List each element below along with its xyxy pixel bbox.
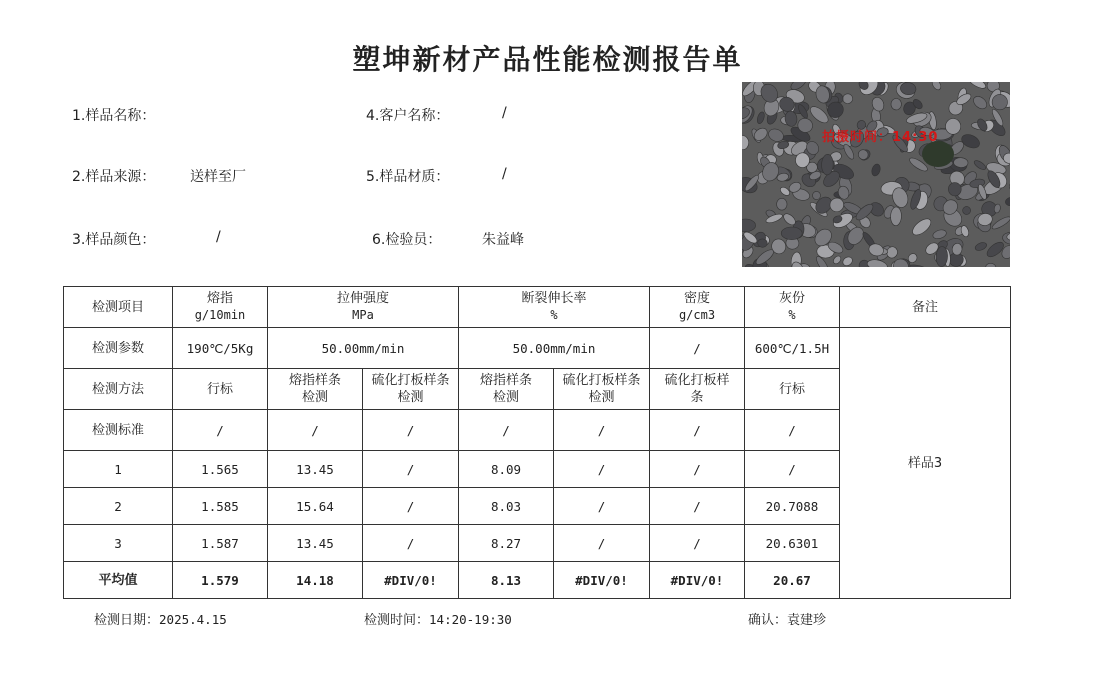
row-3-tensile-1: 13.45: [268, 525, 363, 562]
header-item: 检测项目: [64, 287, 173, 328]
header-remark: 备注: [840, 287, 1011, 328]
pellet-shape: [945, 118, 961, 134]
method-tensile-2-line1: 硫化打板样条: [371, 373, 450, 388]
row-1-elongation-1: 8.09: [459, 451, 554, 488]
avg-label: 平均值: [64, 562, 173, 599]
params-melt: 190℃/5Kg: [173, 328, 268, 369]
row-2-density: /: [650, 488, 745, 525]
test-date: [94, 609, 227, 628]
method-elongation-2-line1: 硫化打板样条: [562, 373, 641, 388]
row-2-elongation-1: 8.03: [459, 488, 554, 525]
method-tensile-2: [363, 369, 459, 410]
pellet-shape: [891, 98, 902, 110]
row-2-ash: 20.7088: [745, 488, 840, 525]
header-density: [650, 287, 745, 328]
standard-c2: /: [268, 410, 363, 451]
sample-name-label: 1.样品名称：: [72, 108, 156, 124]
method-ash: 行标: [745, 369, 840, 410]
header-density-name: 密度: [683, 291, 710, 306]
header-melt-name: 熔指: [206, 291, 233, 306]
method-elongation-1: [459, 369, 554, 410]
test-time-label: 检测时间：: [364, 613, 430, 628]
row-3-density: /: [650, 525, 745, 562]
params-elongation: 50.00mm/min: [459, 328, 650, 369]
header-melt: [173, 287, 268, 328]
avg-melt: 1.579: [173, 562, 268, 599]
header-elongation: [459, 287, 650, 328]
method-tensile-1-line1: 熔指样条: [288, 373, 341, 388]
row-2-melt: 1.585: [173, 488, 268, 525]
row-1-ash: /: [745, 451, 840, 488]
sample-material-field: [366, 166, 507, 186]
pellet-shape: [992, 94, 1007, 109]
header-melt-unit: g/10min: [194, 308, 246, 322]
test-time: [364, 609, 512, 628]
confirm-label: 确认：: [748, 613, 788, 628]
row-2-elongation-2: /: [554, 488, 650, 525]
header-elongation-unit: %: [550, 308, 558, 322]
inspector-label: 6.检验员：: [372, 232, 442, 248]
row-3-elongation-1: 8.27: [459, 525, 554, 562]
row-1-elongation-2: /: [554, 451, 650, 488]
confirmation: [748, 609, 826, 628]
method-elongation-1-line2: 检测: [492, 390, 519, 405]
row-3-elongation-2: /: [554, 525, 650, 562]
header-ash: [745, 287, 840, 328]
row-3-melt: 1.587: [173, 525, 268, 562]
pellet-shape: [781, 227, 802, 240]
row-2-label: 2: [64, 488, 173, 525]
sample-color-value: /: [216, 229, 221, 245]
row-3-ash: 20.6301: [745, 525, 840, 562]
header-density-unit: g/cm3: [678, 308, 716, 322]
standard-c6: /: [650, 410, 745, 451]
pellet-shape: [757, 239, 767, 248]
row-2-tensile-1: 15.64: [268, 488, 363, 525]
test-time-value: 14:20-19:30: [429, 612, 512, 627]
params-label: 检测参数: [64, 328, 173, 369]
row-1-density: /: [650, 451, 745, 488]
header-tensile-unit: MPa: [352, 308, 374, 322]
header-tensile-name: 拉伸强度: [336, 291, 389, 306]
header-row: [64, 287, 1011, 328]
customer-name-field: [366, 105, 507, 125]
row-2-tensile-2: /: [363, 488, 459, 525]
method-tensile-1-line2: 检测: [301, 390, 328, 405]
sample-name-field: [72, 105, 155, 125]
method-density-line2: 条: [690, 390, 704, 405]
sample-source-label: 2.样品来源：: [72, 169, 156, 185]
row-1-tensile-1: 13.45: [268, 451, 363, 488]
sample-material-value: /: [502, 166, 507, 182]
row-3-label: 3: [64, 525, 173, 562]
avg-elongation-1: 8.13: [459, 562, 554, 599]
photo-timestamp-overlay: 拍摄时间：14:30: [822, 130, 939, 145]
test-date-value: 2025.4.15: [159, 612, 227, 627]
method-elongation-1-line1: 熔指样条: [479, 373, 532, 388]
test-date-label: 检测日期：: [94, 613, 160, 628]
params-tensile: 50.00mm/min: [268, 328, 459, 369]
standard-c3: /: [363, 410, 459, 451]
row-3-tensile-2: /: [363, 525, 459, 562]
avg-tensile-1: 14.18: [268, 562, 363, 599]
params-ash: 600℃/1.5H: [745, 328, 840, 369]
method-density: [650, 369, 745, 410]
params-density: /: [650, 328, 745, 369]
sample-source-value: 送样至厂: [190, 169, 246, 185]
row-1-tensile-2: /: [363, 451, 459, 488]
method-tensile-1: [268, 369, 363, 410]
sample-photo: [742, 82, 1010, 267]
avg-tensile-2: #DIV/0!: [363, 562, 459, 599]
sample-source-field: [72, 166, 246, 186]
report-table: [63, 286, 1011, 599]
sample-color-field: [72, 229, 221, 249]
row-1-melt: 1.565: [173, 451, 268, 488]
customer-name-label: 4.客户名称：: [366, 108, 450, 124]
method-density-line1: 硫化打板样: [664, 373, 730, 388]
method-elongation-2: [554, 369, 650, 410]
method-elongation-2-line2: 检测: [588, 390, 615, 405]
method-melt: 行标: [173, 369, 268, 410]
customer-name-value: /: [502, 105, 507, 121]
row-1-label: 1: [64, 451, 173, 488]
method-label: 检测方法: [64, 369, 173, 410]
report-title: 塑坤新材产品性能检测报告单: [352, 43, 743, 76]
params-row: [64, 328, 1011, 369]
avg-ash: 20.67: [745, 562, 840, 599]
inspector-value: 朱益峰: [482, 232, 524, 248]
standard-c5: /: [554, 410, 650, 451]
header-ash-name: 灰份: [778, 291, 805, 306]
standard-c1: /: [173, 410, 268, 451]
inspector-field: [372, 229, 524, 249]
header-ash-unit: %: [788, 308, 796, 322]
avg-elongation-2: #DIV/0!: [554, 562, 650, 599]
standard-label: 检测标准: [64, 410, 173, 451]
header-tensile: [268, 287, 459, 328]
avg-density: #DIV/0!: [650, 562, 745, 599]
standard-c4: /: [459, 410, 554, 451]
method-tensile-2-line2: 检测: [397, 390, 424, 405]
confirm-value: 袁建珍: [787, 613, 827, 628]
sample-color-label: 3.样品颜色：: [72, 232, 156, 248]
pellet-shape: [777, 198, 787, 210]
standard-c7: /: [745, 410, 840, 451]
sample-material-label: 5.样品材质：: [366, 169, 450, 185]
pellet-image: [742, 82, 1010, 267]
header-elongation-name: 断裂伸长率: [521, 291, 587, 306]
remark-cell: 样品3: [840, 328, 1011, 599]
